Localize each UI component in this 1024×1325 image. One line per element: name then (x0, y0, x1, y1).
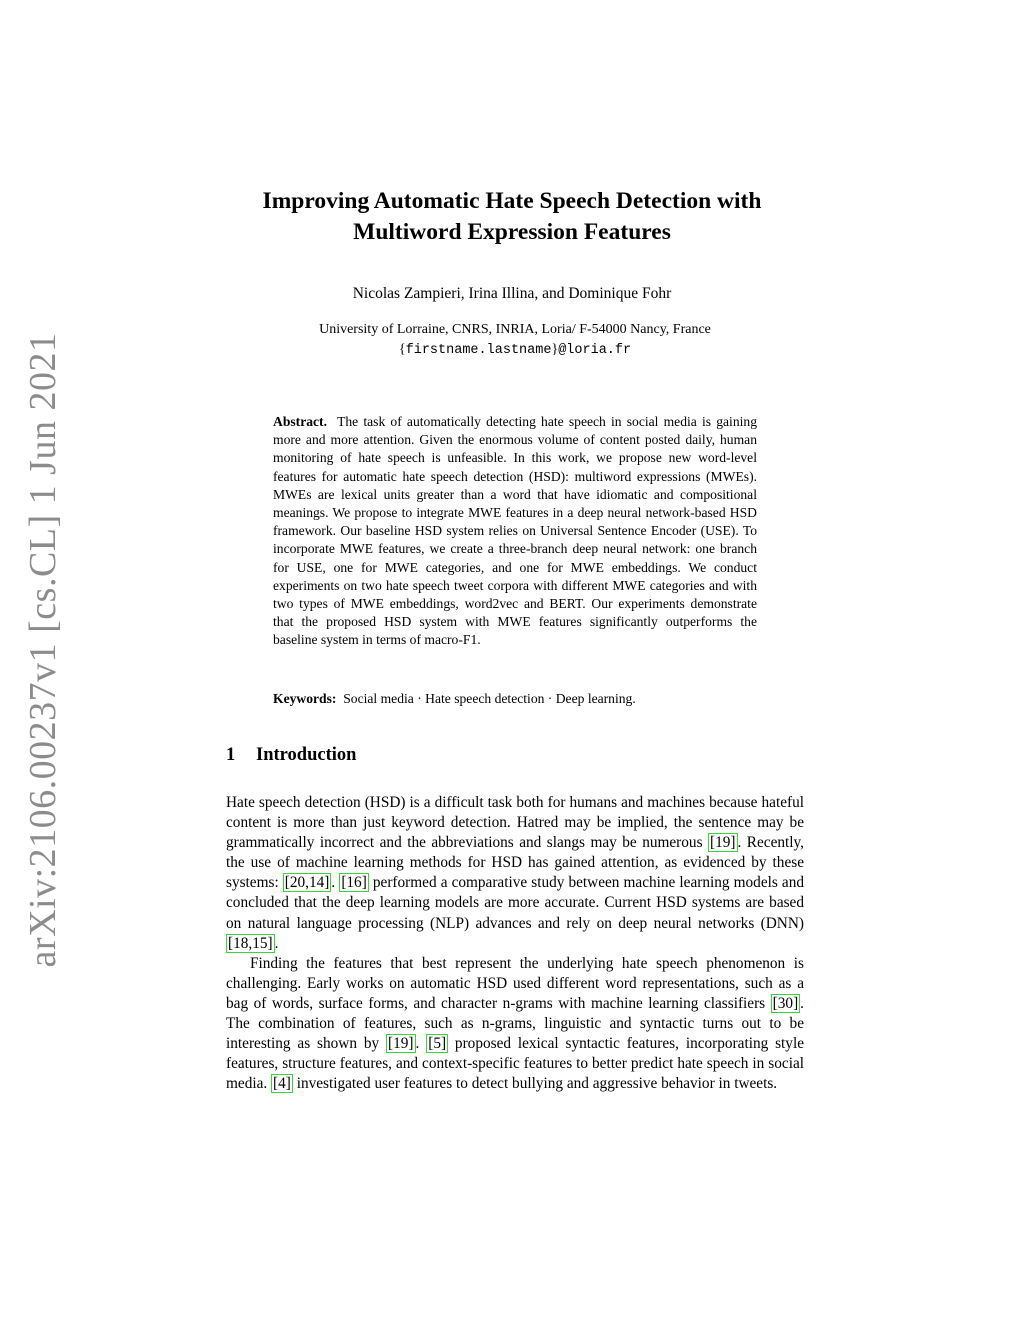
section-title: Introduction (256, 745, 357, 765)
abstract-label: Abstract. (273, 414, 327, 429)
p2-text-b: . The combination of features, such as n-grams, linguistic and syntactic turns out to be interesting as shown by (226, 994, 804, 1053)
citation-link[interactable]: [18,15] (228, 934, 273, 952)
email-line (0, 340, 1024, 361)
title-line-1: Improving Automatic Hate Speech Detection with (262, 188, 762, 214)
email-domain: @loria.fr (558, 343, 632, 358)
p1-text-d: performed a comparative study between machine learning models and concluded that the deep learning models are more accurate. Current HSD systems are based on natural language processing (NLP) advances and rely on deep neural networks (DNN) (226, 874, 804, 932)
affiliation-text: University of Lorraine, CNRS, INRIA, Loria/ F-54000 Nancy, France (319, 322, 711, 337)
keywords-text: Social media · Hate speech detection · Deep learning. (343, 691, 636, 706)
email-brace-open: { (398, 342, 406, 357)
section-number: 1 (226, 745, 236, 765)
p2-text-a: Finding the features that best represent the underlying hate speech phenomenon is challenging. Early works on automatic HSD used different word representations, such as a bag of words, surface forms, and character n-grams with machine learning classifiers (226, 954, 804, 1012)
introduction-body (226, 793, 804, 1094)
arxiv-identifier-stamp: arXiv:2106.00237v1 [cs.CL] 1 Jun 2021 (22, 332, 64, 968)
citation-link[interactable]: [20,14] (284, 874, 330, 892)
abstract-text: The task of automatically detecting hate speech in social media is gaining more and more attention. Given the enormous volume of content posted daily, human monitoring of hate speech is unfeasible. In this work, we propose new word-level features for automatic hate speech detection (HSD): multiword expressions (MWEs). MWEs are lexical units greater than a word that have idiomatic and compositional meanings. We propose to integrate MWE features in a deep neural network-based HSD framework. Our baseline HSD system relies on Universal Sentence Encoder (USE). To incorporate MWE features, we create a three-branch deep neural network: one branch for USE, one for MWE categories, and one for MWE embeddings. We conduct experiments on two hate speech tweet corpora with different MWE categories and with two types of MWE embeddings, word2vec and BERT. Our experiments demonstrate that the proposed HSD system with MWE features significantly outperforms the baseline system in terms of macro-F1. (273, 414, 757, 648)
paper-title (0, 186, 1024, 248)
citation-link[interactable]: [16] (341, 874, 367, 892)
p2-text-c: . (415, 1035, 427, 1053)
p1-text-e: . (274, 934, 279, 952)
citation-link[interactable]: [30] (772, 994, 799, 1012)
citation-link[interactable]: [19] (710, 834, 736, 852)
section-heading-introduction (226, 745, 356, 766)
email-name-pattern: firstname.lastname (405, 343, 552, 358)
p1-text-b: . Recently, the use of machine learning methods for HSD has gained attention, as evidenced by these systems: (226, 834, 804, 892)
affiliation-block (0, 320, 1024, 361)
p2-text-e: investigated user features to detect bullying and aggressive behavior in tweets. (292, 1075, 778, 1093)
title-line-2: Multiword Expression Features (353, 219, 671, 245)
keywords-label: Keywords: (273, 691, 337, 706)
paragraph-1 (226, 793, 804, 954)
keywords (273, 690, 757, 708)
citation-link[interactable]: [19] (388, 1035, 414, 1053)
p2-text-d: proposed lexical syntactic features, incorporating style features, structure features, and context-specific features to better predict hate speech in social media. (226, 1035, 804, 1093)
email-brace-close: } (551, 342, 559, 357)
author-list: Nicolas Zampieri, Irina Illina, and Dominique Fohr (352, 285, 672, 302)
paragraph-2 (226, 954, 804, 1095)
citation-link[interactable]: [4] (273, 1075, 291, 1093)
citation-link[interactable]: [5] (428, 1035, 447, 1053)
abstract (273, 413, 757, 650)
p1-text-c: . (331, 874, 340, 892)
p1-text-a: Hate speech detection (HSD) is a difficult task both for humans and machines because hateful content is more than just keyword detection. Hatred may be implied, the sentence may be grammatically incorrect and the abbreviations and slangs may be numerous (226, 794, 804, 852)
